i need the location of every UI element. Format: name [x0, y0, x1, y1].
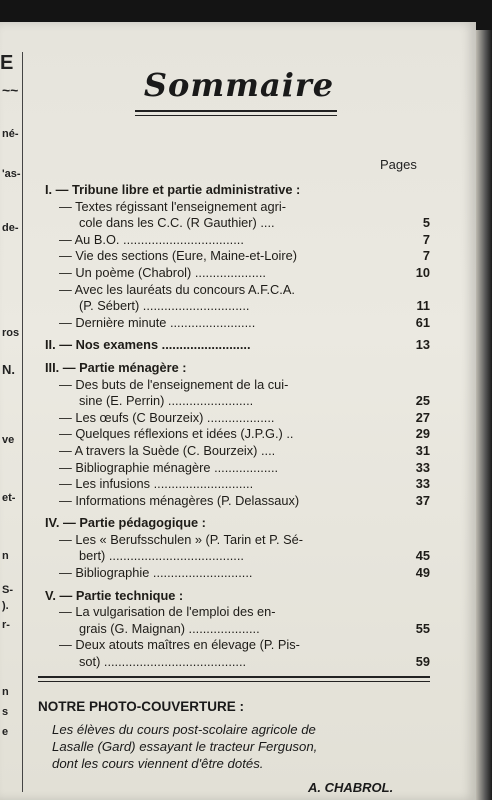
toc-entry-text: — Les infusions ............................: [59, 476, 254, 492]
toc-entry-text: — La vulgarisation de l'emploi des en-: [59, 604, 276, 620]
left-fragment: n: [2, 686, 9, 698]
toc-entry-text: IV. — Partie pédagogique :: [45, 515, 206, 531]
toc-entry-text: cole dans les C.C. (R Gauthier) ....: [79, 215, 275, 231]
left-fragment: S-: [2, 584, 13, 596]
toc-page-number: 13: [415, 337, 430, 353]
toc-entry: [45, 215, 430, 232]
toc-entry: [45, 410, 430, 427]
toc-page-number: 49: [415, 565, 430, 581]
toc-entry-text: — Dernière minute ........................: [59, 314, 256, 330]
toc-entry: [45, 621, 430, 638]
toc-page-number: 37: [415, 492, 430, 508]
toc-entry-text: V. — Partie technique :: [45, 587, 184, 603]
toc-entry-text: (P. Sébert) ..............................: [79, 298, 250, 314]
left-fragment: r-: [2, 619, 10, 631]
caption-line: Les élèves du cours post-scolaire agricole de: [52, 722, 316, 737]
toc-section: [45, 588, 430, 605]
toc-entry: [45, 298, 430, 315]
toc-entry: [45, 315, 430, 332]
toc-entry: [45, 248, 430, 265]
toc-entry: [45, 265, 430, 282]
left-fragment: E: [0, 52, 14, 74]
toc-page-number: 33: [415, 476, 430, 492]
toc-page-number: 7: [422, 231, 430, 247]
toc-entry-text: — Deux atouts maîtres en élevage (P. Pis-: [59, 637, 300, 653]
left-column-fragments: [0, 22, 22, 800]
magazine-page: [0, 22, 476, 800]
separator-rule: [38, 676, 430, 678]
toc-page-number: 45: [415, 548, 430, 564]
left-fragment: ros: [2, 327, 20, 339]
toc-entry-text: — Des buts de l'enseignement de la cui-: [59, 376, 289, 392]
separator-rule: [38, 681, 430, 682]
caption-line: Lasalle (Gard) essayant le tracteur Ferguson,: [52, 739, 318, 754]
toc-entry: [45, 476, 430, 493]
toc-entry: [45, 393, 430, 410]
toc-page-number: 25: [415, 393, 430, 409]
toc-entry-text: — A travers la Suède (C. Bourzeix) ....: [59, 442, 276, 458]
column-divider: [22, 52, 23, 792]
toc-page-number: 27: [415, 409, 430, 425]
title-underline: [135, 110, 337, 112]
table-of-contents: [45, 182, 430, 671]
toc-entry: [45, 548, 430, 565]
toc-entry-text: III. — Partie ménagère :: [45, 359, 187, 375]
left-fragment: s: [2, 706, 9, 718]
toc-entry-text: II. — Nos examens .........................: [45, 337, 251, 353]
toc-entry-text: — Les œufs (C Bourzeix) ...................: [59, 409, 275, 425]
toc-entry-text: grais (G. Maignan) ....................: [79, 620, 260, 636]
toc-entry-text: — Les « Berufsschulen » (P. Tarin et P. Sé-: [59, 531, 303, 547]
left-fragment: ).: [2, 600, 9, 612]
toc-page-number: 29: [415, 426, 430, 442]
toc-entry: [45, 532, 430, 549]
toc-entry-text: — Bibliographie ............................: [59, 565, 253, 581]
wave-ornament: ~~: [2, 82, 19, 98]
left-fragment: n: [2, 550, 9, 562]
toc-entry-text: — Bibliographie ménagère ..................: [59, 459, 279, 475]
toc-entry-text: — Au B.O. ..................................: [59, 231, 244, 247]
toc-entry: [45, 282, 430, 299]
photo-caption-heading: NOTRE PHOTO-COUVERTURE :: [38, 699, 245, 714]
toc-entry-text: — Avec les lauréats du concours A.F.C.A.: [59, 281, 295, 297]
toc-entry: [45, 493, 430, 510]
toc-page-number: 10: [415, 264, 430, 280]
toc-section: [45, 515, 430, 532]
toc-section: [45, 360, 430, 377]
toc-entry-text: I. — Tribune libre et partie administrative :: [45, 182, 301, 197]
left-fragment: et-: [2, 492, 16, 504]
toc-page-number: 59: [415, 654, 430, 670]
toc-page-number: 33: [415, 459, 430, 475]
toc-entry-text: bert) ......................................: [79, 548, 244, 564]
toc-page-number: 5: [422, 215, 430, 231]
toc-entry: [45, 232, 430, 249]
pages-column-header: Pages: [380, 157, 417, 172]
left-fragment: N.: [2, 362, 15, 377]
toc-entry: [45, 426, 430, 443]
toc-entry-text: — Un poème (Chabrol) ....................: [59, 264, 266, 280]
toc-page-number: 31: [415, 442, 430, 458]
left-fragment: de-: [2, 222, 19, 234]
toc-entry: [45, 199, 430, 216]
toc-entry: [45, 460, 430, 477]
toc-entry-text: sot) ........................................: [79, 654, 247, 670]
toc-section: [45, 182, 430, 199]
toc-section: [45, 337, 430, 354]
toc-entry-text: — Vie des sections (Eure, Maine-et-Loire): [59, 248, 298, 264]
photo-caption-text: [52, 721, 432, 772]
signature: A. CHABROL.: [308, 780, 394, 795]
left-fragment: né-: [2, 128, 19, 140]
toc-entry: [45, 377, 430, 394]
toc-entry-text: — Textes régissant l'enseignement agri-: [59, 198, 286, 214]
left-fragment: ve: [2, 434, 15, 446]
toc-entry-text: sine (E. Perrin) ........................: [79, 393, 254, 409]
left-fragment: e: [2, 726, 9, 738]
toc-entry: [45, 565, 430, 582]
toc-page-number: 11: [416, 298, 430, 314]
caption-line: dont les cours viennent d'être dotés.: [52, 756, 264, 771]
toc-entry: [45, 637, 430, 654]
title-underline: [135, 115, 337, 116]
toc-page-number: 55: [415, 620, 430, 636]
toc-entry: [45, 654, 430, 671]
toc-entry-text: — Quelques réflexions et idées (J.P.G.) ..: [59, 426, 294, 442]
left-fragment: 'as-: [2, 168, 21, 180]
toc-entry: [45, 604, 430, 621]
toc-page-number: 7: [422, 248, 430, 264]
toc-entry: [45, 443, 430, 460]
page-edge-shadow: [476, 30, 492, 800]
toc-entry-text: — Informations ménagères (P. Delassaux): [59, 492, 300, 508]
toc-page-number: 61: [415, 314, 430, 330]
page-title: Sommaire: [143, 66, 335, 104]
